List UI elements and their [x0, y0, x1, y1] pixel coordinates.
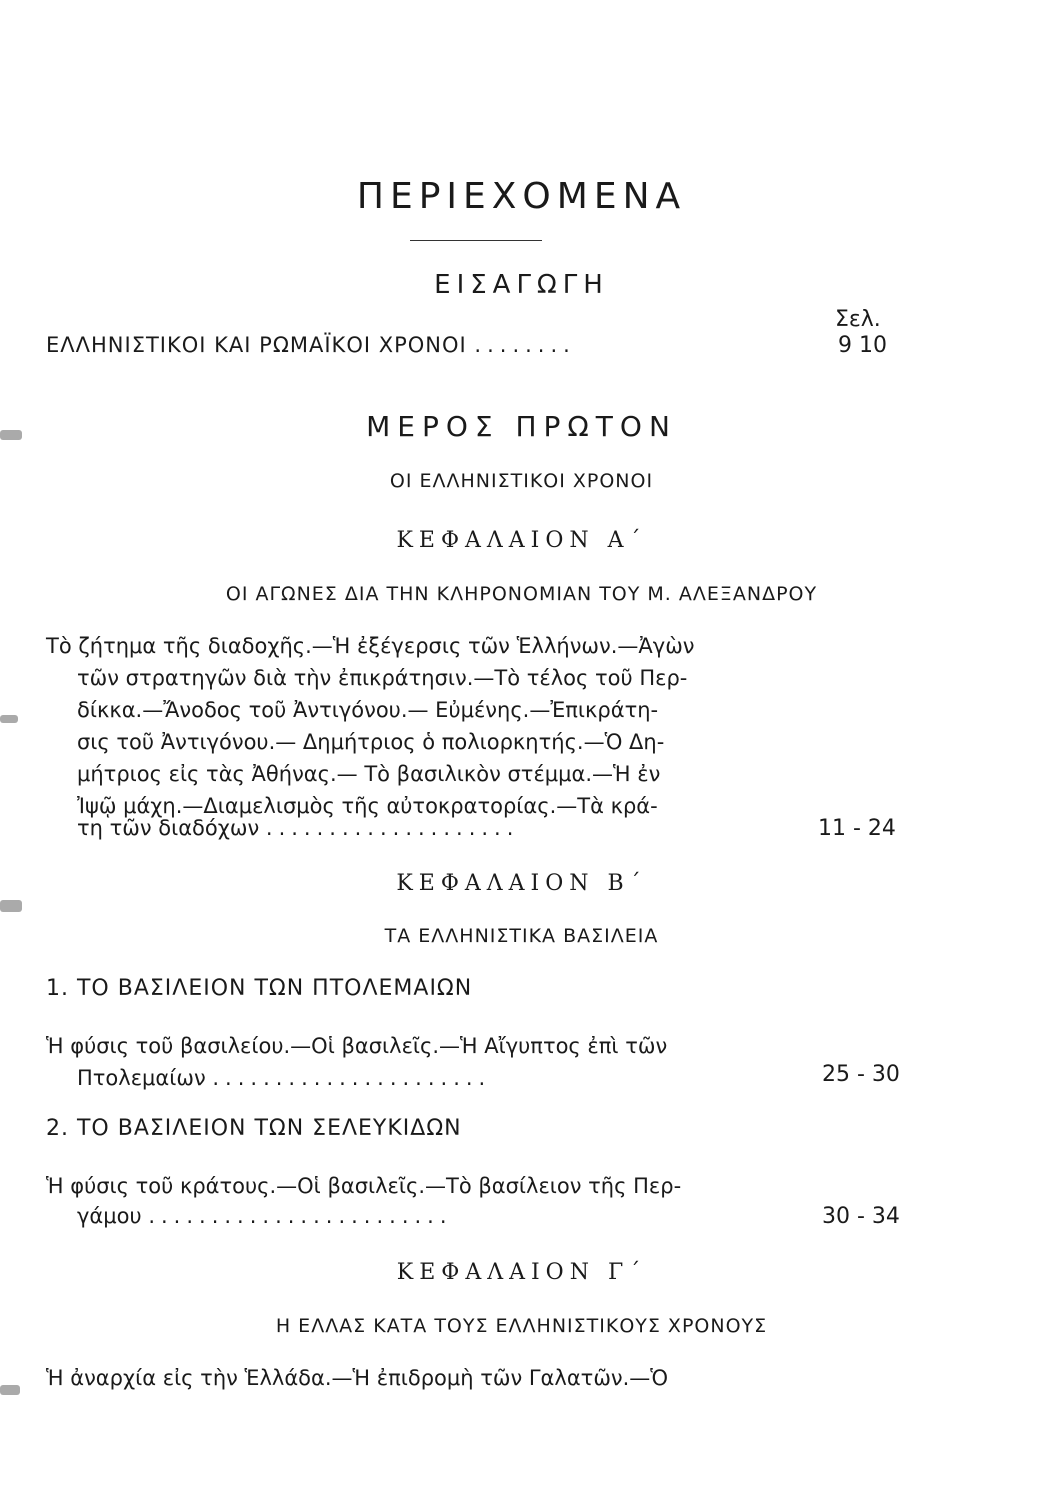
part-subheading: ΟΙ ΕΛΛΗΝΙΣΤΙΚΟΙ ΧΡΟΝΟΙ [389, 470, 654, 492]
chapter-a-line: σις τοῦ Ἀντιγόνου.— Δημήτριος ὁ πολιορκητής.—Ὁ Δη- [77, 730, 665, 754]
section-title: 1. ΤΟ ΒΑΣΙΛΕΙΟΝ ΤΩΝ ΠΤΟΛΕΜΑΙΩΝ [46, 976, 473, 1001]
section-line: Ἡ φύσις τοῦ βασιλείου.—Οἱ βασιλεῖς.—Ἡ Αἴγυπτος ἐπὶ τῶν [46, 1034, 668, 1058]
section-pages: 30 - 34 [822, 1204, 900, 1229]
chapter-a-line: δίκκα.—Ἄνοδος τοῦ Ἀντιγόνου.— Εὐμένης.—Ἐπικράτη- [77, 698, 659, 722]
section-title: 2. ΤΟ ΒΑΣΙΛΕΙΟΝ ΤΩΝ ΣΕΛΕΥΚΙΔΩΝ [46, 1116, 462, 1141]
part-heading: ΜΕΡΟΣ ΠΡΩΤΟΝ [366, 410, 677, 443]
chapter-a-subheading: ΟΙ ΑΓΩΝΕΣ ΔΙΑ ΤΗΝ ΚΛΗΡΟΝΟΜΙΑΝ ΤΟΥ Μ. ΑΛΕΞΑΝΔΡΟΥ [225, 583, 818, 605]
chapter-a-line: τῶν στρατηγῶν διὰ τὴν ἐπικράτησιν.—Τὸ τέλος τοῦ Περ- [77, 666, 688, 690]
section-last-line [77, 1062, 491, 1095]
chapter-a-last-line [77, 812, 519, 845]
intro-entry-text: ΕΛΛΗΝΙΣΤΙΚΟΙ ΚΑΙ ΡΩΜΑΪΚΟΙ ΧΡΟΝΟΙ [46, 333, 467, 357]
chapter-a-pages: 11 - 24 [818, 816, 896, 841]
chapter-b-subheading: ΤΑ ΕΛΛΗΝΙΣΤΙΚΑ ΒΑΣΙΛΕΙΑ [384, 925, 659, 947]
section-line: Ἡ φύσις τοῦ κράτους.—Οἱ βασιλεῖς.—Τὸ βασίλειον τῆς Περ- [46, 1174, 682, 1198]
binding-hole-mark [0, 1385, 20, 1395]
leader-dots: ........ [474, 333, 576, 357]
leader-dots: ...................... [212, 1066, 492, 1090]
chapter-c-subheading: Η ΕΛΛΑΣ ΚΑΤΑ ΤΟΥΣ ΕΛΛΗΝΙΣΤΙΚΟΥΣ ΧΡΟΝΟΥΣ [275, 1315, 768, 1337]
section-pages: 25 - 30 [822, 1062, 900, 1087]
title-divider [410, 240, 542, 241]
intro-page-number: 9 10 [838, 333, 887, 358]
leader-dots: ........................ [148, 1204, 453, 1228]
chapter-a-heading: ΚΕΦΑΛΑΙΟΝ Α΄ [396, 528, 647, 553]
chapter-c-line: Ἡ ἀναρχία εἰς τὴν Ἑλλάδα.—Ἡ ἐπιδρομὴ τῶν Γαλατῶν.—Ὁ [46, 1366, 669, 1390]
chapter-a-line: Τὸ ζήτημα τῆς διαδοχῆς.—Ἡ ἐξέγερσις τῶν Ἑλλήνων.—Ἀγὼν [46, 634, 695, 658]
intro-heading: ΕΙΣΑΓΩΓΗ [434, 270, 609, 300]
chapter-a-line: Ἰψῷ μάχη.—Διαμελισμὸς τῆς αὐτοκρατορίας.—Τὰ κρά- [77, 794, 658, 818]
section-line: Πτολεμαίων [77, 1066, 206, 1090]
section-last-line [77, 1200, 453, 1233]
leader-dots: .................... [265, 816, 520, 840]
section-line: γάμου [77, 1204, 142, 1228]
page-title: ΠΕΡΙΕΧΟΜΕΝΑ [356, 176, 687, 217]
chapter-b-heading: ΚΕΦΑΛΑΙΟΝ Β΄ [396, 871, 647, 896]
chapter-c-heading: ΚΕΦΑΛΑΙΟΝ Γ΄ [396, 1260, 647, 1285]
pages-label: Σελ. [835, 307, 881, 332]
intro-entry [46, 333, 576, 357]
chapter-a-line: τη τῶν διαδόχων [77, 816, 260, 840]
chapter-a-line: μήτριος εἰς τὰς Ἀθήνας.— Τὸ βασιλικὸν στέμμα.—Ἡ ἐν [77, 762, 661, 786]
binding-hole-mark [0, 900, 22, 912]
binding-hole-mark [0, 715, 18, 723]
